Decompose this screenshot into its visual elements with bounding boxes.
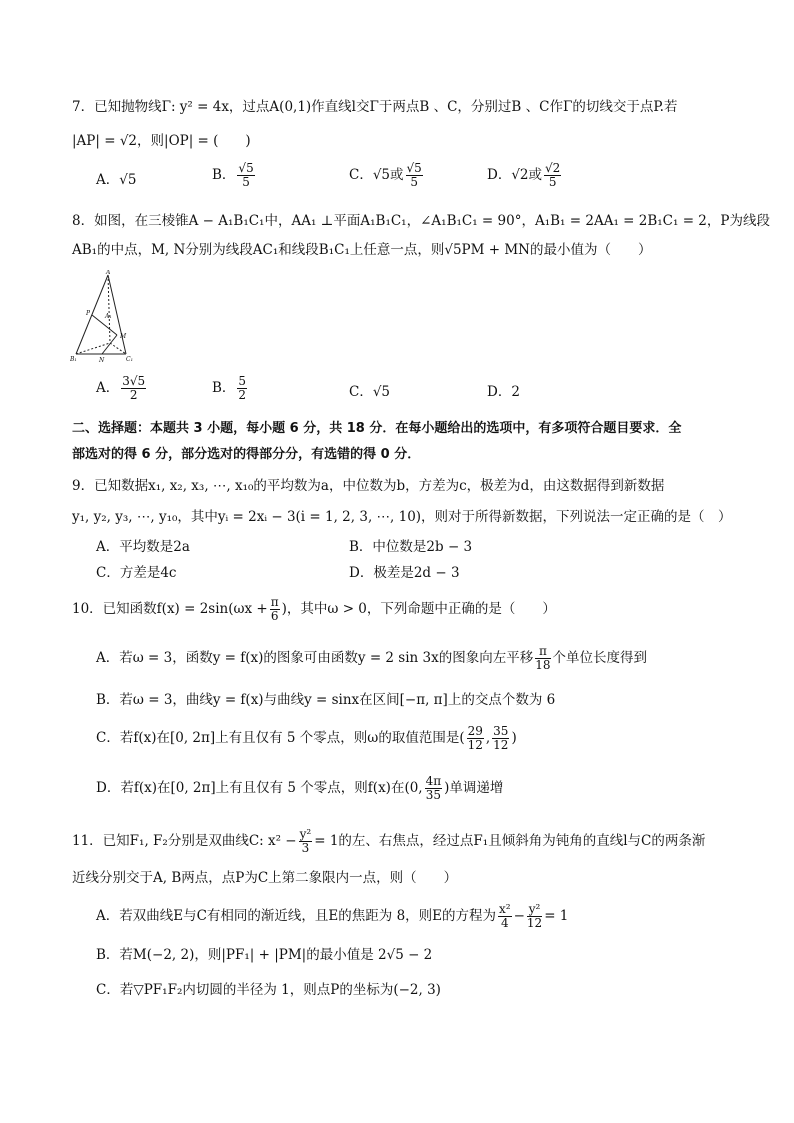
q9-option-b: B．中位数是2b − 3 xyxy=(349,539,473,555)
q7-option-c: C．√5或 $\frac{√5}{5}$ xyxy=(349,161,422,189)
q8-option-b-fraction: $\frac{5}{2}$ xyxy=(238,374,247,402)
q9-option-c: C．方差是4c xyxy=(96,565,177,581)
q10-option-b: B．若ω = 3，曲线y = f(x)与曲线y = sinx在区间[−π, π]上的交点个数为 6 xyxy=(96,692,556,708)
q7-option-c-fraction: $\frac{√5}{5}$ xyxy=(406,161,422,189)
fig-label-c1: C₁ xyxy=(126,356,133,363)
fig-label-b1: B₁ xyxy=(70,356,77,363)
q7-line2: |AP| = √2，则|OP| = ( ) xyxy=(72,133,251,149)
q8-option-c: C．√5 xyxy=(349,384,391,400)
fig-label-p: P xyxy=(86,310,91,317)
q11-option-a: A．若双曲线E与C有相同的渐近线，且E的焦距为 8，则E的方程为 $\frac{\text{x²}}{4}$ − $\frac{\text{y²}}{12}$ = 1 xyxy=(96,902,569,930)
q7-option-a: A．√5 xyxy=(96,172,137,188)
section2-line2: 部选对的得 6 分，部分选对的得部分分，有选错的得 0 分． xyxy=(72,447,421,462)
q8-line1: 8．如图，在三棱锥A − A₁B₁C₁中，AA₁ ⊥平面A₁B₁C₁，∠A₁B₁C₁ = 90°，A₁B₁ = 2AA₁ = 2B₁C₁ = 2，P为线段 xyxy=(72,213,770,229)
tetrahedron-figure xyxy=(70,270,140,365)
q7-option-b-fraction: $\frac{√5}{5}$ xyxy=(238,161,254,189)
section2-line1: 二、选择题：本题共 3 小题，每小题 6 分，共 18 分．在每小题给出的选项中，有多项符合题目要求．全 xyxy=(72,421,682,436)
q10-option-d: D．若f(x)在[0, 2π]上有且仅有 5 个零点，则f(x)在(0, $\frac{4\pi}{35}$ )单调递增 xyxy=(96,774,504,802)
edge-a-b1 xyxy=(76,275,108,354)
q9-line1: 9．已知数据x₁, x₂, x₃, ⋯, x₁₀的平均数为a，中位数为b，方差为c，极差为d，由这数据得到新数据 xyxy=(72,478,665,494)
fig-label-m: M xyxy=(120,333,127,340)
q10-line1: 10．已知函数f(x) = 2sin(ωx + $\frac{\pi}{6}$ )，其中ω > 0，下列命题中正确的是（ ） xyxy=(72,595,556,623)
q10-option-a-fraction: $\frac{\pi}{18}$ xyxy=(535,644,551,672)
q7-option-d: D．√2或 $\frac{√2}{5}$ xyxy=(487,161,561,189)
q8-option-a: A． $\frac{3√5}{2}$ xyxy=(96,374,146,402)
q7-option-b xyxy=(212,162,257,189)
fig-label-a: A xyxy=(106,270,111,276)
q8-option-b: B． $\frac{5}{2}$ xyxy=(212,374,247,402)
edge-a-a1 xyxy=(108,275,110,343)
q10-option-c: C．若f(x)在[0, 2π]上有且仅有 5 个零点，则ω的取值范围是( $\frac{29}{12}$ , $\frac{35}{12}$ ) xyxy=(96,724,517,752)
q11-y2-over-3: $\frac{\text{y²}}{3}$ xyxy=(299,827,312,855)
q7-option-d-fraction: $\frac{√2}{5}$ xyxy=(545,161,561,189)
q10-option-d-fraction: $\frac{4\pi}{35}$ xyxy=(425,774,442,802)
q9-line2: y₁, y₂, y₃, ⋯, y₁₀，其中yᵢ = 2xᵢ − 3(i = 1, 2, 3, ⋯, 10)，则对于所得新数据，下列说法一定正确的是（ ） xyxy=(72,509,732,525)
q11-line1: 11．已知F₁, F₂分别是双曲线C: x² − $\frac{\text{y²}}{3}$ = 1的左、右焦点，经过点F₁且倾斜角为钝角的直线l与C的两条渐 xyxy=(72,827,706,855)
q10-option-a: A．若ω = 3，函数y = f(x)的图象可由函数y = 2 sin 3x的图象向左平移 $\frac{\pi}{18}$ 个单位长度得到 xyxy=(96,644,648,672)
edge-b1-a1 xyxy=(76,343,110,354)
q7-option-b-label: B． xyxy=(212,167,236,183)
q7-line1: 7．已知抛物线Γ: y² = 4x，过点A(0,1)作直线l交Γ于两点B 、C，分别过B 、C作Γ的切线交于点P.若 xyxy=(72,99,678,115)
fig-label-n: N xyxy=(99,357,105,364)
q11-line2: 近线分别交于A, B两点，点P为C上第二象限内一点，则（ ） xyxy=(72,870,458,886)
q9-option-a: A．平均数是2a xyxy=(96,539,190,555)
q9-option-d: D．极差是2d − 3 xyxy=(349,565,460,581)
q11-option-b: B．若M(−2, 2)，则|PF₁| + |PM|的最小值是 2√5 − 2 xyxy=(96,947,433,963)
q8-option-a-fraction: $\frac{3√5}{2}$ xyxy=(122,374,146,402)
fig-label-a1: A₁ xyxy=(105,313,112,320)
q10-pi-over-6: $\frac{\pi}{6}$ xyxy=(270,595,279,623)
q11-option-c: C．若▽PF₁F₂内切圆的半径为 1，则点P的坐标为(−2, 3) xyxy=(96,982,441,998)
q8-line2: AB₁的中点，M, N分别为线段AC₁和线段B₁C₁上任意一点，则√5PM + MN的最小值为（ ） xyxy=(72,242,652,258)
q8-option-d: D．2 xyxy=(487,384,520,400)
